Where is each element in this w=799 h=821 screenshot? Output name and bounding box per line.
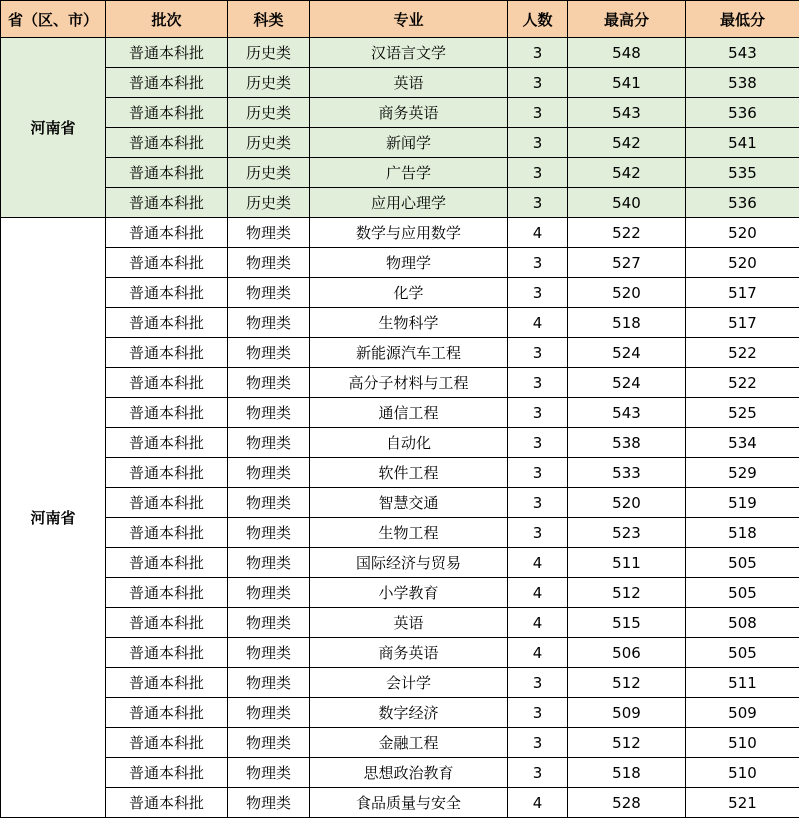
category-cell: 物理类 (228, 218, 310, 248)
max-score-cell: 522 (568, 218, 686, 248)
major-cell: 金融工程 (310, 728, 508, 758)
min-score-cell: 519 (686, 488, 799, 518)
major-cell: 智慧交通 (310, 488, 508, 518)
min-score-cell: 520 (686, 218, 799, 248)
batch-cell: 普通本科批 (106, 518, 228, 548)
batch-cell: 普通本科批 (106, 728, 228, 758)
category-cell: 历史类 (228, 188, 310, 218)
batch-cell: 普通本科批 (106, 248, 228, 278)
table-row (1, 608, 799, 638)
count-cell: 3 (508, 668, 568, 698)
category-cell: 物理类 (228, 548, 310, 578)
count-cell: 3 (508, 428, 568, 458)
max-score-cell: 511 (568, 548, 686, 578)
min-score-cell: 525 (686, 398, 799, 428)
table-row (1, 248, 799, 278)
count-cell: 3 (508, 518, 568, 548)
min-score-cell: 510 (686, 758, 799, 788)
max-score-cell: 515 (568, 608, 686, 638)
max-score-cell: 533 (568, 458, 686, 488)
table-row (1, 788, 799, 818)
table-row (1, 548, 799, 578)
table-row (1, 638, 799, 668)
count-cell: 4 (508, 788, 568, 818)
max-score-cell: 542 (568, 158, 686, 188)
max-score-cell: 512 (568, 728, 686, 758)
category-cell: 历史类 (228, 38, 310, 68)
major-cell: 通信工程 (310, 398, 508, 428)
major-cell: 生物工程 (310, 518, 508, 548)
batch-cell: 普通本科批 (106, 128, 228, 158)
batch-cell: 普通本科批 (106, 548, 228, 578)
major-cell: 软件工程 (310, 458, 508, 488)
min-score-cell: 505 (686, 548, 799, 578)
major-cell: 高分子材料与工程 (310, 368, 508, 398)
table-row (1, 428, 799, 458)
category-cell: 物理类 (228, 518, 310, 548)
table-row (1, 278, 799, 308)
category-cell: 物理类 (228, 428, 310, 458)
table-row (1, 458, 799, 488)
max-score-cell: 527 (568, 248, 686, 278)
table-row (1, 518, 799, 548)
category-cell: 历史类 (228, 98, 310, 128)
table-row (1, 188, 799, 218)
min-score-cell: 536 (686, 98, 799, 128)
count-cell: 3 (508, 188, 568, 218)
major-cell: 化学 (310, 278, 508, 308)
min-score-cell: 508 (686, 608, 799, 638)
category-cell: 物理类 (228, 368, 310, 398)
category-cell: 物理类 (228, 398, 310, 428)
table-row (1, 698, 799, 728)
count-cell: 3 (508, 278, 568, 308)
min-score-cell: 521 (686, 788, 799, 818)
count-cell: 3 (508, 368, 568, 398)
header-min-score: 最低分 (686, 1, 799, 38)
table-row (1, 68, 799, 98)
max-score-cell: 543 (568, 398, 686, 428)
min-score-cell: 517 (686, 308, 799, 338)
batch-cell: 普通本科批 (106, 758, 228, 788)
major-cell: 数学与应用数学 (310, 218, 508, 248)
batch-cell: 普通本科批 (106, 38, 228, 68)
count-cell: 3 (508, 398, 568, 428)
max-score-cell: 520 (568, 278, 686, 308)
batch-cell: 普通本科批 (106, 638, 228, 668)
table-row (1, 728, 799, 758)
max-score-cell: 520 (568, 488, 686, 518)
major-cell: 国际经济与贸易 (310, 548, 508, 578)
batch-cell: 普通本科批 (106, 698, 228, 728)
max-score-cell: 512 (568, 578, 686, 608)
batch-cell: 普通本科批 (106, 488, 228, 518)
table-row (1, 338, 799, 368)
max-score-cell: 543 (568, 98, 686, 128)
count-cell: 3 (508, 728, 568, 758)
batch-cell: 普通本科批 (106, 308, 228, 338)
major-cell: 英语 (310, 608, 508, 638)
count-cell: 3 (508, 248, 568, 278)
major-cell: 新闻学 (310, 128, 508, 158)
table-row (1, 758, 799, 788)
count-cell: 3 (508, 698, 568, 728)
max-score-cell: 509 (568, 698, 686, 728)
max-score-cell: 518 (568, 308, 686, 338)
category-cell: 历史类 (228, 158, 310, 188)
min-score-cell: 538 (686, 68, 799, 98)
header-count: 人数 (508, 1, 568, 38)
major-cell: 物理学 (310, 248, 508, 278)
category-cell: 物理类 (228, 578, 310, 608)
header-major: 专业 (310, 1, 508, 38)
header-max-score: 最高分 (568, 1, 686, 38)
major-cell: 英语 (310, 68, 508, 98)
count-cell: 4 (508, 638, 568, 668)
category-cell: 物理类 (228, 278, 310, 308)
min-score-cell: 520 (686, 248, 799, 278)
min-score-cell: 541 (686, 128, 799, 158)
count-cell: 3 (508, 38, 568, 68)
min-score-cell: 505 (686, 578, 799, 608)
table-row (1, 578, 799, 608)
major-cell: 数字经济 (310, 698, 508, 728)
min-score-cell: 543 (686, 38, 799, 68)
max-score-cell: 542 (568, 128, 686, 158)
max-score-cell: 541 (568, 68, 686, 98)
major-cell: 生物科学 (310, 308, 508, 338)
max-score-cell: 524 (568, 338, 686, 368)
batch-cell: 普通本科批 (106, 188, 228, 218)
max-score-cell: 523 (568, 518, 686, 548)
count-cell: 3 (508, 458, 568, 488)
min-score-cell: 522 (686, 368, 799, 398)
count-cell: 3 (508, 758, 568, 788)
count-cell: 4 (508, 608, 568, 638)
min-score-cell: 518 (686, 518, 799, 548)
major-cell: 小学教育 (310, 578, 508, 608)
batch-cell: 普通本科批 (106, 278, 228, 308)
batch-cell: 普通本科批 (106, 368, 228, 398)
table-row (1, 128, 799, 158)
min-score-cell: 529 (686, 458, 799, 488)
count-cell: 3 (508, 338, 568, 368)
batch-cell: 普通本科批 (106, 578, 228, 608)
max-score-cell: 540 (568, 188, 686, 218)
batch-cell: 普通本科批 (106, 218, 228, 248)
batch-cell: 普通本科批 (106, 788, 228, 818)
header-row (1, 1, 799, 38)
category-cell: 物理类 (228, 608, 310, 638)
max-score-cell: 512 (568, 668, 686, 698)
major-cell: 商务英语 (310, 98, 508, 128)
category-cell: 物理类 (228, 698, 310, 728)
header-province: 省（区、市） (1, 1, 106, 38)
category-cell: 物理类 (228, 458, 310, 488)
count-cell: 4 (508, 218, 568, 248)
min-score-cell: 505 (686, 638, 799, 668)
header-category: 科类 (228, 1, 310, 38)
category-cell: 物理类 (228, 668, 310, 698)
table-row (1, 98, 799, 128)
max-score-cell: 518 (568, 758, 686, 788)
min-score-cell: 536 (686, 188, 799, 218)
batch-cell: 普通本科批 (106, 98, 228, 128)
province-cell: 河南省 (1, 38, 106, 218)
table-row (1, 488, 799, 518)
major-cell: 自动化 (310, 428, 508, 458)
major-cell: 会计学 (310, 668, 508, 698)
count-cell: 3 (508, 158, 568, 188)
batch-cell: 普通本科批 (106, 608, 228, 638)
category-cell: 物理类 (228, 788, 310, 818)
table-body (1, 38, 799, 818)
batch-cell: 普通本科批 (106, 338, 228, 368)
category-cell: 物理类 (228, 728, 310, 758)
major-cell: 食品质量与安全 (310, 788, 508, 818)
batch-cell: 普通本科批 (106, 428, 228, 458)
table-row (1, 368, 799, 398)
table-row (1, 308, 799, 338)
count-cell: 4 (508, 548, 568, 578)
count-cell: 3 (508, 128, 568, 158)
min-score-cell: 522 (686, 338, 799, 368)
category-cell: 历史类 (228, 68, 310, 98)
min-score-cell: 510 (686, 728, 799, 758)
category-cell: 物理类 (228, 488, 310, 518)
count-cell: 3 (508, 488, 568, 518)
count-cell: 3 (508, 98, 568, 128)
category-cell: 历史类 (228, 128, 310, 158)
category-cell: 物理类 (228, 638, 310, 668)
table-row (1, 668, 799, 698)
min-score-cell: 535 (686, 158, 799, 188)
min-score-cell: 534 (686, 428, 799, 458)
min-score-cell: 517 (686, 278, 799, 308)
header-batch: 批次 (106, 1, 228, 38)
batch-cell: 普通本科批 (106, 668, 228, 698)
category-cell: 物理类 (228, 248, 310, 278)
major-cell: 新能源汽车工程 (310, 338, 508, 368)
table-row (1, 398, 799, 428)
table-row (1, 218, 799, 248)
max-score-cell: 548 (568, 38, 686, 68)
max-score-cell: 528 (568, 788, 686, 818)
batch-cell: 普通本科批 (106, 458, 228, 488)
batch-cell: 普通本科批 (106, 68, 228, 98)
batch-cell: 普通本科批 (106, 398, 228, 428)
category-cell: 物理类 (228, 308, 310, 338)
province-cell: 河南省 (1, 218, 106, 818)
count-cell: 3 (508, 68, 568, 98)
major-cell: 应用心理学 (310, 188, 508, 218)
table-row (1, 158, 799, 188)
max-score-cell: 538 (568, 428, 686, 458)
count-cell: 4 (508, 308, 568, 338)
count-cell: 4 (508, 578, 568, 608)
category-cell: 物理类 (228, 338, 310, 368)
category-cell: 物理类 (228, 758, 310, 788)
major-cell: 思想政治教育 (310, 758, 508, 788)
batch-cell: 普通本科批 (106, 158, 228, 188)
max-score-cell: 506 (568, 638, 686, 668)
max-score-cell: 524 (568, 368, 686, 398)
min-score-cell: 509 (686, 698, 799, 728)
major-cell: 商务英语 (310, 638, 508, 668)
major-cell: 汉语言文学 (310, 38, 508, 68)
table-row (1, 38, 799, 68)
min-score-cell: 511 (686, 668, 799, 698)
major-cell: 广告学 (310, 158, 508, 188)
